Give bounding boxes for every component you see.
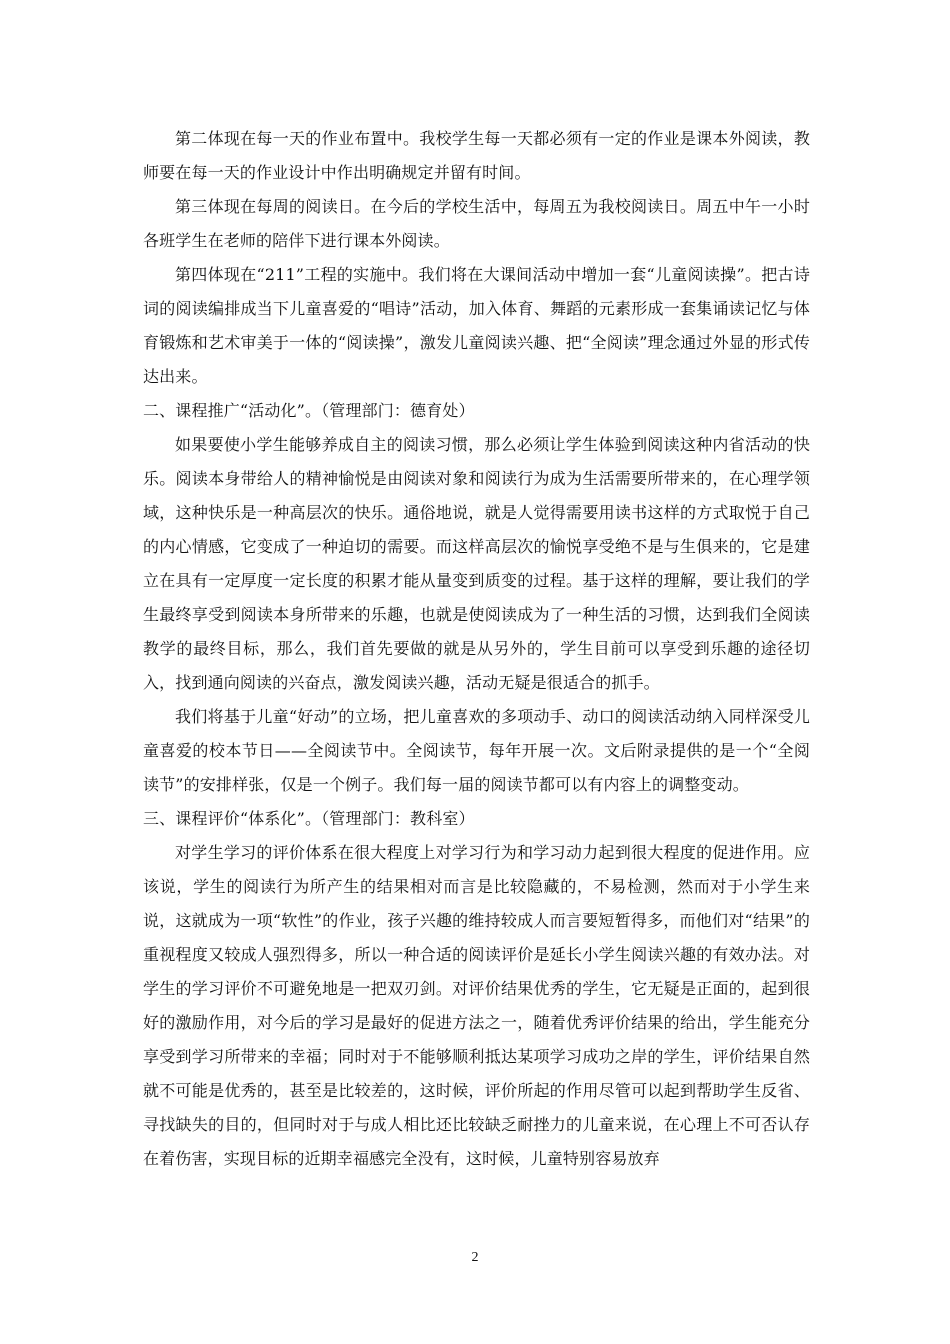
paragraph-211-project: 第四体现在“211”工程的实施中。我们将在大课间活动中增加一套“儿童阅读操”。把古诗词的阅读编排成当下儿童喜爱的“唱诗”活动，加入体育、舞蹈的元素形成一套集诵读记忆与体育锻炼和艺术审美于一体的“阅读操”，激发儿童阅读兴趣、把“全阅读”理念通过外显的形式传达出来。	[143, 265, 810, 386]
paragraph-evaluation-system: 对学生学习的评价体系在很大程度上对学习行为和学习动力起到很大程度的促进作用。应该说，学生的阅读行为所产生的结果相对而言是比较隐藏的，不易检测，然而对于小学生来说，这就成为一项“软性”的作业，孩子兴趣的维持较成人而言要短暂得多，而他们对“结果”的重视程度又较成人强烈得多，所以一种合适的阅读评价是延长小学生阅读兴趣的有效办法。对学生的学习评价不可避免地是一把双刃剑。对评价结果优秀的学生，它无疑是正面的，起到很好的激励作用，对今后的学习是最好的促进方法之一，随着优秀评价结果的给出，学生能充分享受到学习所带来的幸福；同时对于不能够顺利抵达某项学习成功之岸的学生，评价结果自然就不可能是优秀的，甚至是比较差的，这时候，评价所起的作用尽管可以起到帮助学生反省、寻找缺失的目的，但同时对于与成人相比还比较缺乏耐挫力的儿童来说，在心理上不可否认存在着伤害，实现目标的近期幸福感完全没有，这时候，儿童特别容易放弃	[143, 843, 810, 1168]
section-heading-activities: 二、课程推广“活动化”。（管理部门：德育处）	[143, 401, 475, 420]
paragraph-reading-day: 第三体现在每周的阅读日。在今后的学校生活中，每周五为我校阅读日。周五中午一小时各班学生在老师的陪伴下进行课本外阅读。	[143, 197, 810, 250]
paragraph-reading-festival: 我们将基于儿童“好动”的立场，把儿童喜欢的多项动手、动口的阅读活动纳入同样深受儿童喜爱的校本节日——全阅读节中。全阅读节，每年开展一次。文后附录提供的是一个“全阅读节”的安排样张，仅是一个例子。我们每一届的阅读节都可以有内容上的调整变动。	[143, 707, 810, 794]
paragraph-homework: 第二体现在每一天的作业布置中。我校学生每一天都必须有一定的作业是课本外阅读，教师要在每一天的作业设计中作出明确规定并留有时间。	[143, 129, 810, 182]
paragraph-reading-joy: 如果要使小学生能够养成自主的阅读习惯，那么必须让学生体验到阅读这种内省活动的快乐。阅读本身带给人的精神愉悦是由阅读对象和阅读行为成为生活需要所带来的，在心理学领域，这种快乐是一种高层次的快乐。通俗地说，就是人觉得需要用读书这样的方式取悦于自己的内心情感，它变成了一种迫切的需要。而这样高层次的愉悦享受绝不是与生俱来的，它是建立在具有一定厚度一定长度的积累才能从量变到质变的过程。基于这样的理解，要让我们的学生最终享受到阅读本身所带来的乐趣，也就是使阅读成为了一种生活的习惯，达到我们全阅读教学的最终目标，那么，我们首先要做的就是从另外的，学生目前可以享受到乐趣的途径切入，找到通向阅读的兴奋点，激发阅读兴趣，活动无疑是很适合的抓手。	[143, 435, 810, 692]
document-body	[143, 122, 810, 1176]
page-number: 2	[471, 1250, 479, 1265]
section-heading-evaluation: 三、课程评价“体系化”。（管理部门：教科室）	[143, 809, 475, 828]
